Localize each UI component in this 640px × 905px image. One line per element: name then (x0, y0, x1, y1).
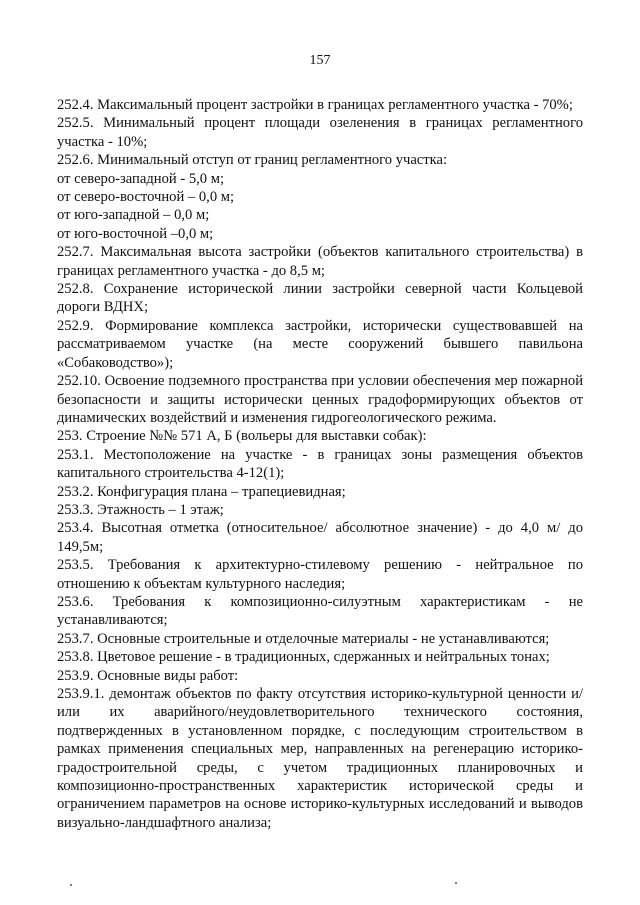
document-body (57, 96, 583, 832)
paragraph-252-4: 252.4. Максимальный процент застройки в границах регламентного участка - 70%; (57, 97, 573, 113)
paragraph-253-8: 253.8. Цветовое решение - в традиционных, сдержанных и нейтральных тонах; (57, 649, 550, 666)
setback-southwest: от юго-западной – 0,0 м; (57, 207, 210, 224)
paragraph-253-3: 253.3. Этажность – 1 этаж; (57, 501, 224, 518)
paragraph-253-7: 253.7. Основные строительные и отделочные материалы - не устанавливаются; (57, 630, 550, 647)
paragraph-253-2: 253.2. Конфигурация плана – трапециевидная; (57, 483, 346, 500)
scan-speck-left (70, 884, 72, 886)
paragraph-252-10: 252.10. Освоение подземного пространства при условии обеспечения мер пожарной безопасности и защиты исторически ценных градоформирующих объектов от динамических воздействий и изменения гидрогеологического режима. (57, 373, 583, 426)
paragraph-253-9-1: 253.9.1. демонтаж объектов по факту отсутствия историко-культурной ценности и/или их аварийного/неудовлетворительного технического состояния, подтвержденных в установленном порядке, с последующим строительством в рамках применения специальных мер, направленных на регенерацию историко-градостроительной среды, с учетом традиционных планировочных и композиционно-пространственных характеристик исторической среды и ограничением параметров на основе историко-культурных исследований и выводов визуально-ландшафтного анализа; (57, 686, 583, 831)
setback-northeast: от северо-восточной – 0,0 м; (57, 189, 235, 206)
paragraph-253-5: 253.5. Требования к архитектурно-стилевому решению - нейтральное по отношению к объектам культурного наследия; (57, 557, 583, 592)
paragraph-253: 253. Строение №№ 571 А, Б (вольеры для выставки собак): (57, 428, 427, 445)
paragraph-253-1: 253.1. Местоположение на участке - в границах зоны размещения объектов капитального строительства 4-12(1); (57, 446, 583, 482)
paragraph-252-8: 252.8. Сохранение исторической линии застройки северной части Кольцевой дороги ВДНХ; (57, 281, 583, 316)
paragraph-253-6: 253.6. Требования к композиционно-силуэтным характеристикам - не устанавливаются; (57, 593, 583, 629)
paragraph-252-6: 252.6. Минимальный отступ от границ регламентного участка: (57, 152, 448, 169)
paragraph-253-9: 253.9. Основные виды работ: (57, 667, 239, 684)
paragraph-252-9: 252.9. Формирование комплекса застройки, исторически существовавшей на рассматриваемом участке (на месте сооружений бывшего павильона «Собаководство»); (57, 317, 583, 371)
page-number: 157 (309, 53, 331, 68)
scan-speck-right (455, 882, 457, 884)
paragraph-252-5: 252.5. Минимальный процент площади озеленения в границах регламентного участка - 10%; (57, 115, 583, 150)
paragraph-253-4: 253.4. Высотная отметка (относительное/ абсолютное значение) - до 4,0 м/ до 149,5м; (57, 520, 583, 555)
paragraph-252-7: 252.7. Максимальная высота застройки (объектов капитального строительства) в границах регламентного участка - до 8,5 м; (57, 244, 583, 279)
setback-northwest: от северо-западной - 5,0 м; (57, 170, 225, 187)
setback-southeast: от юго-восточной –0,0 м; (57, 225, 214, 242)
